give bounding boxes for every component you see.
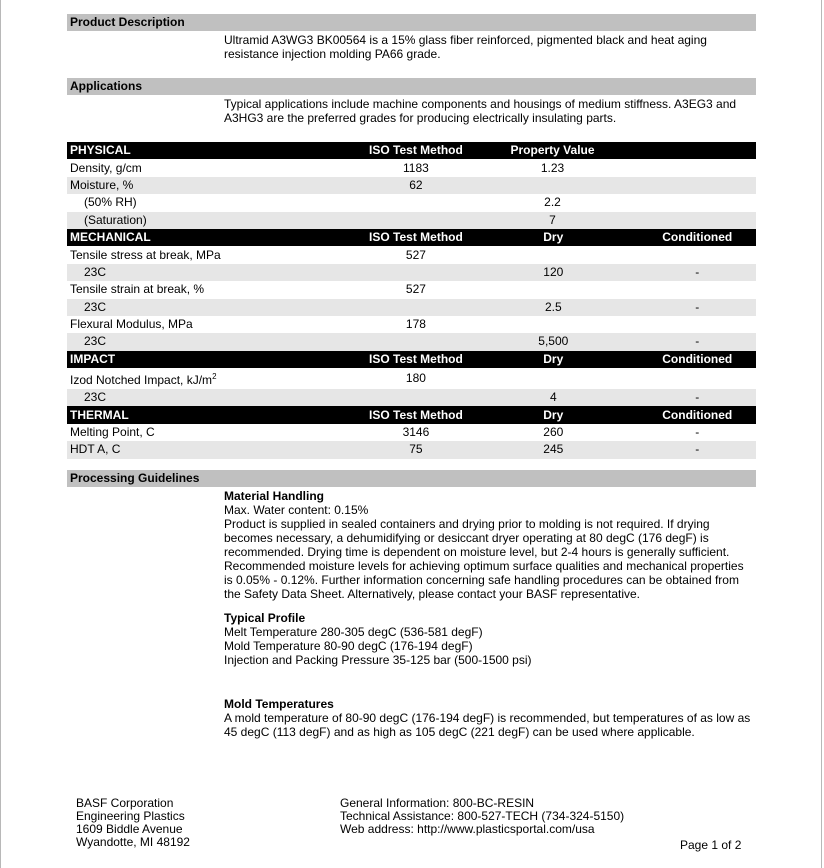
table-row xyxy=(67,159,756,176)
table-row xyxy=(67,424,756,441)
row-dry: 2.5 xyxy=(468,299,638,316)
iso-test-method-heading: ISO Test Method xyxy=(364,229,468,246)
row-label xyxy=(67,368,364,389)
street-address: 1609 Biddle Avenue xyxy=(76,822,183,836)
mold-temperatures-title: Mold Temperatures xyxy=(224,697,334,711)
row-method: 527 xyxy=(405,282,426,297)
row-method xyxy=(364,389,468,406)
row-method: 527 xyxy=(405,247,426,262)
row-dry: 120 xyxy=(468,264,638,281)
row-method: 75 xyxy=(364,441,468,458)
row-label: 23C xyxy=(67,333,364,350)
table-row xyxy=(67,212,756,229)
thermal-heading: THERMAL xyxy=(67,406,364,423)
general-information: General Information: 800-BC-RESIN xyxy=(340,796,535,810)
conditioned-heading: Conditioned xyxy=(639,351,756,368)
row-dry: 245 xyxy=(468,441,638,458)
row-label: Flexural Modulus, MPa xyxy=(70,317,193,332)
mold-temperatures-section xyxy=(224,697,754,739)
row-conditioned: - xyxy=(695,425,700,440)
iso-test-method-heading: ISO Test Method xyxy=(364,351,468,368)
row-label: Tensile strain at break, % xyxy=(70,282,205,297)
row-label: Tensile stress at break, MPa xyxy=(70,247,221,262)
impact-header-row xyxy=(67,351,756,368)
material-handling-title: Material Handling xyxy=(224,489,325,503)
table-row xyxy=(67,194,756,211)
row-method: 62 xyxy=(364,177,468,194)
iso-test-method-heading: ISO Test Method xyxy=(364,142,468,159)
row-label: 23C xyxy=(67,264,364,281)
row-method: 180 xyxy=(405,371,426,386)
row-conditioned xyxy=(639,316,756,333)
dry-heading: Dry xyxy=(468,406,638,423)
superscript: 2 xyxy=(212,372,217,382)
row-value: 1.23 xyxy=(540,160,565,175)
product-description-heading: Product Description xyxy=(67,14,756,31)
row-conditioned xyxy=(639,368,756,389)
company-name: BASF Corporation xyxy=(76,796,174,810)
row-dry: 260 xyxy=(543,425,564,440)
table-row xyxy=(67,333,756,350)
row-label: 23C xyxy=(67,389,364,406)
row-method xyxy=(364,264,468,281)
row-value xyxy=(468,177,756,194)
row-conditioned: - xyxy=(639,441,756,458)
table-row xyxy=(67,368,756,389)
row-label: 23C xyxy=(67,299,364,316)
row-conditioned xyxy=(639,246,756,263)
row-conditioned: - xyxy=(639,389,756,406)
row-label: (Saturation) xyxy=(67,212,364,229)
physical-heading: PHYSICAL xyxy=(67,142,364,159)
table-row xyxy=(67,441,756,458)
material-handling-text: Product is supplied in sealed containers and drying prior to molding is not required. If drying becomes necessary, a dehumidifying or desiccant dryer operating at 80 degC (176 degF) is recommended. Drying time is dependent on moisture level, but 2-4 hours is generally sufficient. Recommended moisture levels for achieving optimum surface qualities and mechanical properties is 0.05% - 0.12%. Further information concerning safe handling procedures can be obtained from the Safety Data Sheet. Alternatively, please contact your BASF representative. xyxy=(224,517,744,601)
row-method: 1183 xyxy=(403,160,429,175)
material-handling-section xyxy=(224,489,754,601)
physical-header-row xyxy=(67,142,756,159)
impact-heading: IMPACT xyxy=(67,351,364,368)
division-name: Engineering Plastics xyxy=(76,809,185,823)
table-row xyxy=(67,389,756,406)
processing-guidelines-heading: Processing Guidelines xyxy=(67,470,756,487)
product-description-text: Ultramid A3WG3 BK00564 is a 15% glass fiber reinforced, pigmented black and heat aging resistance injection molding PA66 grade. xyxy=(224,33,707,61)
row-dry: 4 xyxy=(468,389,638,406)
applications-text: Typical applications include machine components and housings of medium stiffness. A3EG3 and A3HG3 are the preferred grades for producing electrically insulating parts. xyxy=(224,97,737,125)
row-dry xyxy=(468,368,638,389)
table-row xyxy=(67,246,756,263)
row-method xyxy=(364,299,468,316)
row-label: Density, g/cm xyxy=(70,160,142,175)
row-method: 3146 xyxy=(402,425,430,440)
row-label-text: Izod Notched Impact, kJ/m xyxy=(70,373,213,388)
row-dry xyxy=(468,316,638,333)
typical-profile-title: Typical Profile xyxy=(224,611,306,625)
row-conditioned: - xyxy=(639,299,756,316)
dry-heading: Dry xyxy=(468,351,638,368)
footer-address xyxy=(76,797,190,849)
water-content-line: Max. Water content: 0.15% xyxy=(224,503,369,517)
melt-temperature-line: Melt Temperature 280-305 degC (536-581 degF) xyxy=(224,625,483,639)
table-row xyxy=(67,299,756,316)
row-label: Moisture, % xyxy=(67,177,364,194)
row-label: (50% RH) xyxy=(84,195,137,210)
thermal-header-row xyxy=(67,406,756,423)
page-number: Page 1 of 2 xyxy=(680,838,742,852)
mechanical-header-row xyxy=(67,229,756,246)
row-conditioned: - xyxy=(639,333,756,350)
row-label: HDT A, C xyxy=(67,441,364,458)
row-dry: 5,500 xyxy=(468,333,638,350)
mold-temperatures-text: A mold temperature of 80-90 degC (176-194 degF) is recommended, but temperatures of as low as 45 degC (113 degF) and as high as 105 degC (221 degF) can be used where applicable. xyxy=(224,711,751,739)
row-method xyxy=(364,194,468,211)
mold-temperature-line: Mold Temperature 80-90 degC (176-194 degF) xyxy=(224,639,473,653)
typical-profile-section xyxy=(224,611,754,667)
row-value: 7 xyxy=(468,212,756,229)
iso-test-method-heading: ISO Test Method xyxy=(364,406,468,423)
row-label: Melting Point, C xyxy=(70,425,155,440)
row-dry xyxy=(468,246,638,263)
row-conditioned: - xyxy=(639,264,756,281)
table-row xyxy=(67,316,756,333)
injection-pressure-line: Injection and Packing Pressure 35-125 bar (500-1500 psi) xyxy=(224,653,532,667)
row-conditioned xyxy=(639,281,756,298)
conditioned-heading: Conditioned xyxy=(639,229,756,246)
dry-heading: Dry xyxy=(468,229,638,246)
web-address: Web address: http://www.plasticsportal.com/usa xyxy=(340,822,595,836)
table-row xyxy=(67,264,756,281)
table-row xyxy=(67,177,756,194)
row-method xyxy=(364,333,468,350)
row-method xyxy=(364,212,468,229)
row-dry xyxy=(468,281,638,298)
row-value: 2.2 xyxy=(544,195,561,210)
table-row xyxy=(67,281,756,298)
row-method: 178 xyxy=(405,317,426,332)
city-state-zip: Wyandotte, MI 48192 xyxy=(76,835,190,849)
mechanical-heading: MECHANICAL xyxy=(67,229,364,246)
property-value-heading: Property Value xyxy=(468,142,756,159)
applications-heading: Applications xyxy=(67,78,756,95)
technical-assistance: Technical Assistance: 800-527-TECH (734-324-5150) xyxy=(340,809,625,823)
properties-table xyxy=(67,142,756,459)
conditioned-heading: Conditioned xyxy=(639,406,756,423)
footer-contact xyxy=(340,797,624,836)
